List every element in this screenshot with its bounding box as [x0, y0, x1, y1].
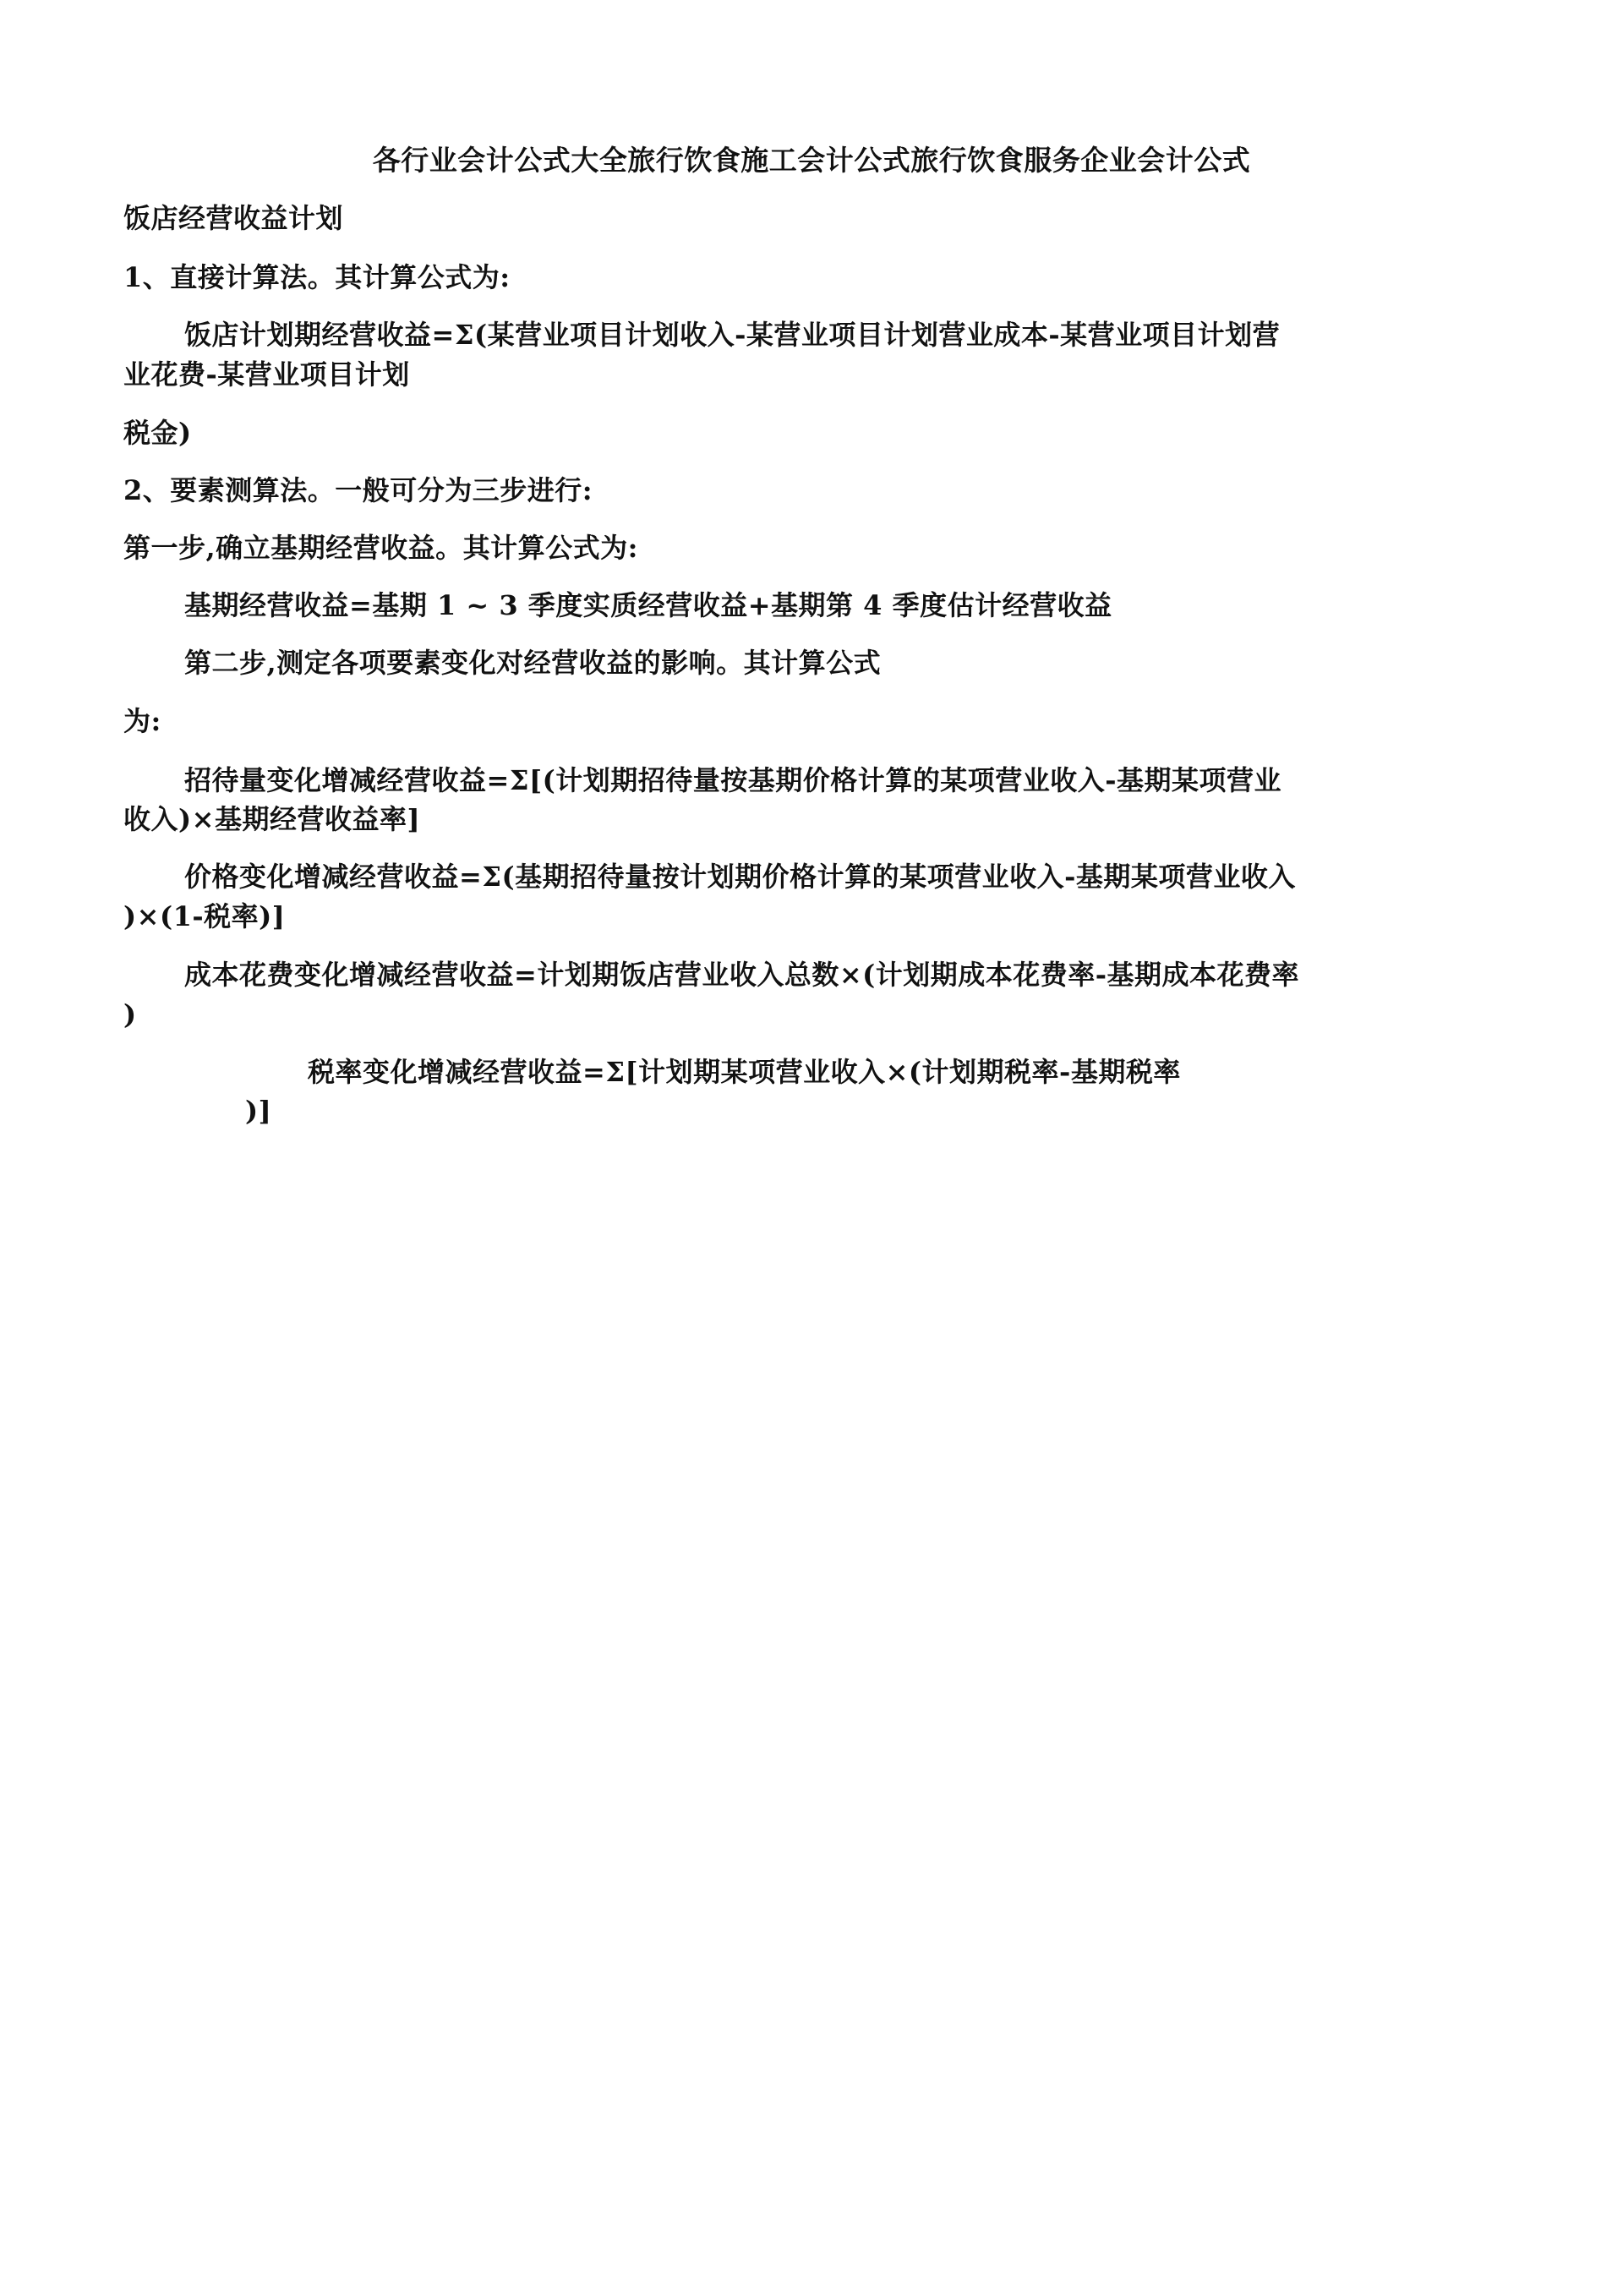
reception-formula-line2: 收入)×基期经营收益率]: [123, 803, 421, 835]
step1-formula: 基期经营收益=基期 1 ~ 3 季度实质经营收益+基期第 4 季度估计经营收益: [184, 589, 1112, 621]
method1-formula-line1: 饭店计划期经营收益=Σ(某营业项目计划收入-某营业项目计划营业成本-某营业项目计划营: [184, 319, 1281, 351]
document-title: 各行业会计公式大全旅行饮食施工会计公式旅行饮食服务企业会计公式: [372, 144, 1251, 177]
cost-formula-line1: 成本花费变化增减经营收益=计划期饭店营业收入总数×(计划期成本花费率-基期成本花费率: [184, 959, 1300, 991]
method1-formula-line2: 业花费-某营业项目计划: [123, 358, 410, 391]
tax-formula-line1: 税率变化增减经营收益=Σ[计划期某项营业收入×(计划期税率-基期税率: [308, 1056, 1181, 1088]
step1-heading: 第一步,确立基期经营收益。其计算公式为:: [123, 532, 638, 564]
price-formula-line2: )×(1-税率)]: [123, 900, 286, 932]
method1-heading: 1、直接计算法。其计算公式为:: [123, 261, 511, 293]
price-formula-line1: 价格变化增减经营收益=Σ(基期招待量按计划期价格计算的某项营业收入-基期某项营业收入: [184, 861, 1296, 893]
step2-heading-line1: 第二步,测定各项要素变化对经营收益的影响。其计算公式: [184, 647, 882, 679]
step2-heading-line2: 为:: [123, 705, 161, 737]
method2-heading: 2、要素测算法。一般可分为三步进行:: [123, 474, 593, 506]
cost-formula-line2: ): [123, 998, 137, 1030]
method1-formula-line3: 税金): [123, 417, 192, 449]
reception-formula-line1: 招待量变化增减经营收益=Σ[(计划期招待量按基期价格计算的某项营业收入-基期某项营业: [184, 764, 1282, 796]
tax-formula-line2: )]: [245, 1095, 272, 1127]
section-heading: 饭店经营收益计划: [123, 202, 344, 234]
